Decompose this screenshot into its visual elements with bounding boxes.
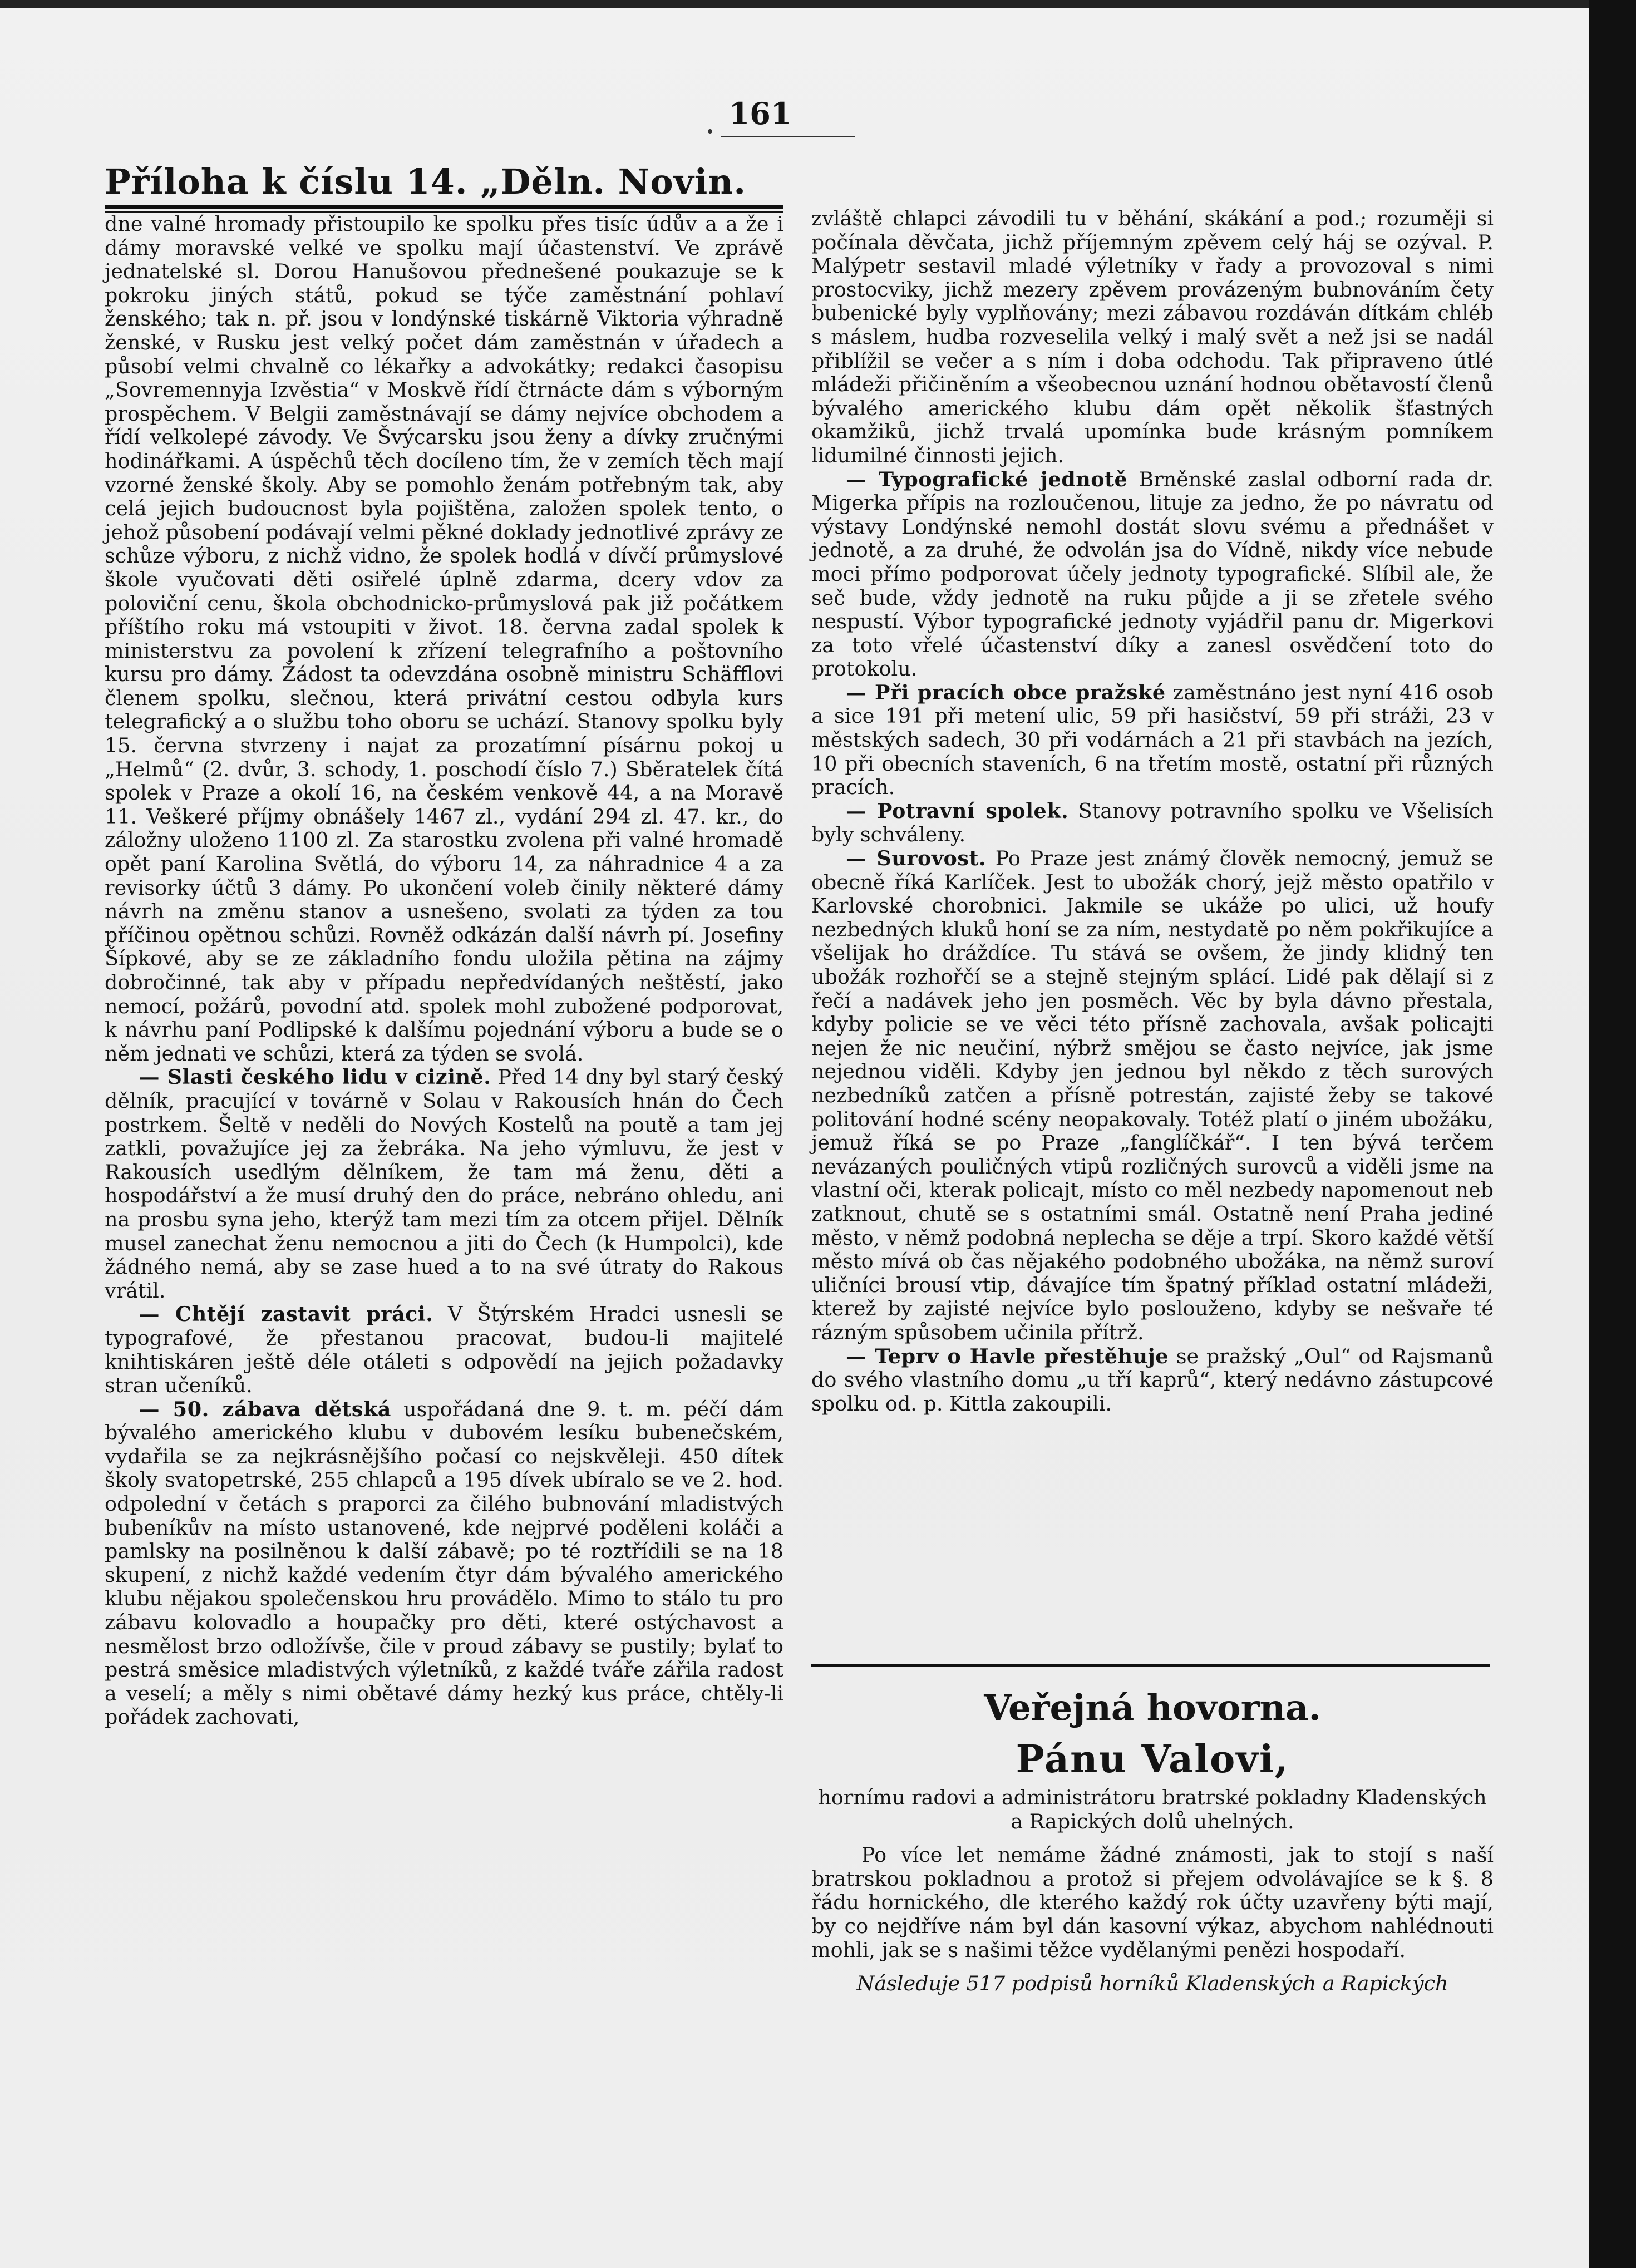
page-number: 161 (728, 96, 792, 131)
article-text: uspořádaná dne 9. t. m. péčí dám bývalého amerického klubu v dubovém lesíku bubenečském, vydařila se za nejkrásnějšího počasí co nejskvěleji. 450 dítek školy svatopetrské, 255 chlapců a 195 dívek ubíralo se ve 2. hod. odpolední v četách s praporci za čilého bubnování mladistvých bubeníkův na místo ustanovené, kde nejprvé poděleni koláči a pamlsky na posilněnou k další zábavě; po té roztřídili se na 18 skupení, z nichž každé vedením čtyr dám bývalého amerického klubu nějakou společenskou hru provádělo. Mimo to stálo tu pro zábavu kolovadlo a houpačky pro děti, které ostýchavost a nesmělost brzo odložívše, čile v proud zábavy se pustily; bylať to pestrá směsice mladistvých výletníků, z každé tváře zářila radost a veselí; a měly s nimi obětavé dámy hezký kus práce, chtěly-li pořádek zachovati, (105, 1397, 784, 1729)
notice-subtitle: hornímu radovi a administrátoru bratrské pokladny Kladenských a Rapických dolů uhelných. (818, 1786, 1487, 1833)
article-heading: — Typografické jednotě (846, 467, 1128, 491)
article-paragraph (811, 681, 1494, 800)
article-heading: — Teprv o Havle přestěhuje (846, 1344, 1169, 1368)
article-text: dne valné hromady přistoupilo ke spolku přes tisíc údův a a že i dámy moravské velké ve spolku mají účastenství. Ve zprávě jednatelské sl. Dorou Hanušovou přednešené poukazuje se k pokroku jiných států, pokud se týče zaměstnání pohlaví ženského; tak n. př. jsou v londýnské tiskárně Viktoria výhradně ženské, v Rusku jest velký počet dám zaměstnán v úřadech a působí velmi chvalně co lékařky a advokátky; redakci časopisu „Sovremennyja Izvěstia“ v Moskvě řídí čtrnácte dám s výborným prospěchem. V Belgii zaměstnávají se dámy nejvíce obchodem a řídí velkolepé závody. Ve Švýcarsku jsou ženy a dívky zručnými hodinářkami. A úspěchů těch docíleno tím, že v zemích těch mají vzorné ženské školy. Aby se pomohlo ženám potřebným tak, aby celá jejich budoucnost byla pojištěna, založen spolek tento, o jehož působení podávají velmi pěkné doklady jednotlivé zprávy ze schůze výboru, z nichž vidno, že spolek hodlá v dívčí průmyslové škole vyučovati děti osiřelé úplně zdarma, dcery vdov za poloviční cenu, škola obchodnicko-průmyslová pak již počátkem příštího roku má vstoupiti v život. 18. června zadal spolek k ministerstvu za povolení k zřízení telegrafního a poštovního kursu pro dámy. Žádost ta odevzdána osobně ministru Schäfflovi členem spolku, slečnou, která privátní cestou odbyla kurs telegrafický a o službu toho oboru se uchází. Stanovy spolku byly 15. června stvrzeny i najat za prozatímní písárnu pokoj u „Helmů“ (2. dvůr, 3. schody, 1. poschodí číslo 7.) Sběratelek čítá spolek v Praze a okolí 16, na českém venkově 44, a na Moravě 11. Veškeré příjmy obnášely 1467 zl., vydání 294 zl. 47. kr., do záložny uloženo 1100 zl. Za starostku zvolena při valné hromadě opět paní Karolina Světlá, do výboru 14, za náhradnice 4 a za revisorky účtů 3 dámy. Po ukončení voleb činily některé dámy návrh na změnu stanov a usnešeno, svolati za týden za tou příčinou opětnou schůzi. Rovněž odkázán další návrh pí. Josefiny Šípkové, aby se ze základního fondu uložila pětina na zájmy dobročinné, tak aby v případu nepředvídaných neštěstí, jako nemocí, požárů, povodní atd. spolek mohl zubožené podporovat, k návrhu paní Podlipské k dalšímu pojednání výboru a bude se o něm jednati ve schůzi, která za týden se svolá. (105, 212, 783, 1066)
article-heading: — Při pracích obce pražské (846, 680, 1166, 704)
article-heading: — Chtějí zastavit práci. (139, 1302, 433, 1327)
article-text: Stanovy potravního spolku ve Všelisích byly schváleny. (811, 798, 1494, 847)
article-paragraph (105, 1066, 783, 1303)
article-paragraph (811, 468, 1494, 681)
article-text: Po Praze jest známý člověk nemocný, jemuž se obecně říká Karlíček. Jest to ubožák chorý, jejž město opatřilo v Karlovské chorobnici. Jakmile se ukáže po ulici, už houfy nezbedných kluků honí se za ním, nestydatě po něm pokřikujíce a všelijak ho dráždíce. Tu stává se ovšem, že jindy klidný ten ubožák rozhořčí se a stejně stejným splácí. Lidé pak dělají si z řečí a nadávek jeho jen posměch. Věc by byla dávno přestala, kdyby policie se ve věci této přísně zachovala, avšak policajti nejen že nic neučiní, nýbrž smějou se často nejvíce, jak jsme nejednou viděli. Kdyby jen jednou byl někdo z těch surových nezbedníků zatčen a přísně potrestán, zajisté žeby se takové politování hodné scény neopakovaly. Totéž platí o jiném ubožáku, jemuž říká se po Praze „fanglíčkář“. I ten bývá terčem nevázaných pouličných vtipů rozličných surovců a viděli jsme na vlastní oči, kterak policajt, místo co měl nezbedy napomenout neb zatknout, chutě se s ostatními smál. Ostatně není Praha jediné město, v němž podobná neplecha se děje a trpí. Skoro každé větší město mívá ob čas nějakého podobného ubožáka, na němž suroví uličníci brousí vtip, dávajíce tím špatný příklad ostatní mládeži, kterež by zajisté nejvíce bylo poslouženo, kdyby se nešvaře té rázným spůsobem učinila přítrž. (811, 846, 1494, 1344)
scan-border-right (1589, 0, 1636, 2268)
right-column (811, 207, 1494, 1416)
scan-border-top (0, 0, 1636, 8)
article-paragraph (811, 847, 1494, 1344)
article-paragraph (811, 1345, 1494, 1416)
notice-title: Veřejná hovorna. (984, 1687, 1321, 1729)
left-column (105, 213, 783, 1729)
notice-addressee: Pánu Valovi, (1016, 1737, 1289, 1782)
article-text: Brněnské zaslal odborní rada dr. Migerka přípis na rozloučenou, lituje za jedno, že po návratu od výstavy Londýnské nemohl dostát slovu svému a přednášet v jednotě, a za druhé, že odvolán jsa do Vídně, nikdy více nebude moci přímo podporovat účely jednoty typografické. Slíbil ale, že seč bude, vždy jednotě na ruku půjde a ji se zřetele svého nespustí. Výbor typografické jednoty vyjádřil panu dr. Migerkovi za toto vřelé účastenství díky a zanesl osvědčení toto do protokolu. (811, 467, 1494, 681)
article-text: zvláště chlapci závodili tu v běhání, skákání a pod.; rozuměji si počínala děvčata, jichž příjemným zpěvem celý háj se ozýval. P. Malýpetr sestavil mladé výletníky v řady a provozoval s nimi prostocviky, jichž mezery zpěvem provázeným bubnováním čety bubenické byly vyplňovány; mezi zábavou rozdáván dítkám chléb s máslem, hudba rozveselila velký i malý svět a než jsi se nadál přiblížil se večer a s ním i doba odchodu. Tak připraveno útlé mládeži přičiněním a všeobecnou uznání hodnou obětavostí členů bývalého amerického klubu dám opět několik šťastných okamžiků, jichž trvalá upomínka bude krásným pomníkem lidumilné činnosti jejich. (811, 206, 1494, 467)
article-paragraph (811, 207, 1494, 468)
public-notice (811, 1674, 1494, 1996)
article-paragraph (811, 800, 1494, 847)
article-text: Před 14 dny byl starý český dělník, pracující v továrně v Solau v Rakousích hnán do Čech postrkem. Šeltě v neděli do Nových Kostelů na poutě a tam jej zatkli, považujíce jej za žebráka. Na jeho výmluvu, že jest v Rakousích usedlým dělníkem, že tam má ženu, děti a hospodářství a že musí druhý den do práce, nebráno ohledu, ani na prosbu syna jeho, kterýž tam mezi tím za otcem přijel. Dělník musel zanechat ženu nemocnou a jiti do Čech (k Humpolci), kde žádného nemá, aby se zase hued a to na své útraty do Rakous vrátil. (105, 1065, 783, 1303)
article-heading: — Potravní spolek. (846, 798, 1069, 823)
ink-dot (708, 129, 712, 134)
section-divider (811, 1664, 1490, 1667)
article-paragraph (105, 1398, 783, 1729)
notice-signature: Následuje 517 podpisů horníků Kladenských a Rapických (856, 1971, 1448, 1996)
article-heading: — Surovost. (846, 846, 987, 871)
article-heading: — Slasti českého lidu v cizině. (139, 1065, 491, 1089)
article-heading: — 50. zábava dětská (139, 1397, 391, 1421)
article-text: se pražský „Oul“ od Rajsmanů do svého vlastního domu „u tří kaprů“, který nedávno zástupcové spolku od. p. Kittla zakoupili. (811, 1344, 1494, 1416)
notice-body: Po více let nemáme žádné známosti, jak to stojí s naší bratrskou pokladnou a protož si přejem odvolávajíce se k §. 8 řádu hornického, dle kterého každý rok účty uzavřeny býti mají, by co nejdříve nám byl dán kasovní výkaz, abychom nahlédnouti mohli, jak se s našimi těžce vydělanými penězi hospodaří. (811, 1843, 1494, 1962)
article-paragraph (105, 1303, 783, 1397)
supplement-title: Příloha k číslu 14. „Děln. Novin. (105, 161, 746, 202)
article-paragraph (105, 213, 783, 1066)
article-text: V Štýrském Hradci usnesli se typografové, že přestanou pracovat, budou-li majitelé knihtiskáren ještě déle otáleti s odpovědí na jejich požadavky stran učeníků. (105, 1302, 784, 1398)
title-rule-thick (105, 205, 783, 209)
article-text: zaměstnáno jest nyní 416 osob a sice 191 při metení ulic, 59 při hasičství, 59 při stráži, 23 v městských sadech, 30 při vodárnách a 21 při stavbách na jezích, 10 při obecních staveních, 6 na třetím mostě, ostatní při různých pracích. (811, 680, 1494, 800)
page-number-rule (721, 136, 855, 137)
